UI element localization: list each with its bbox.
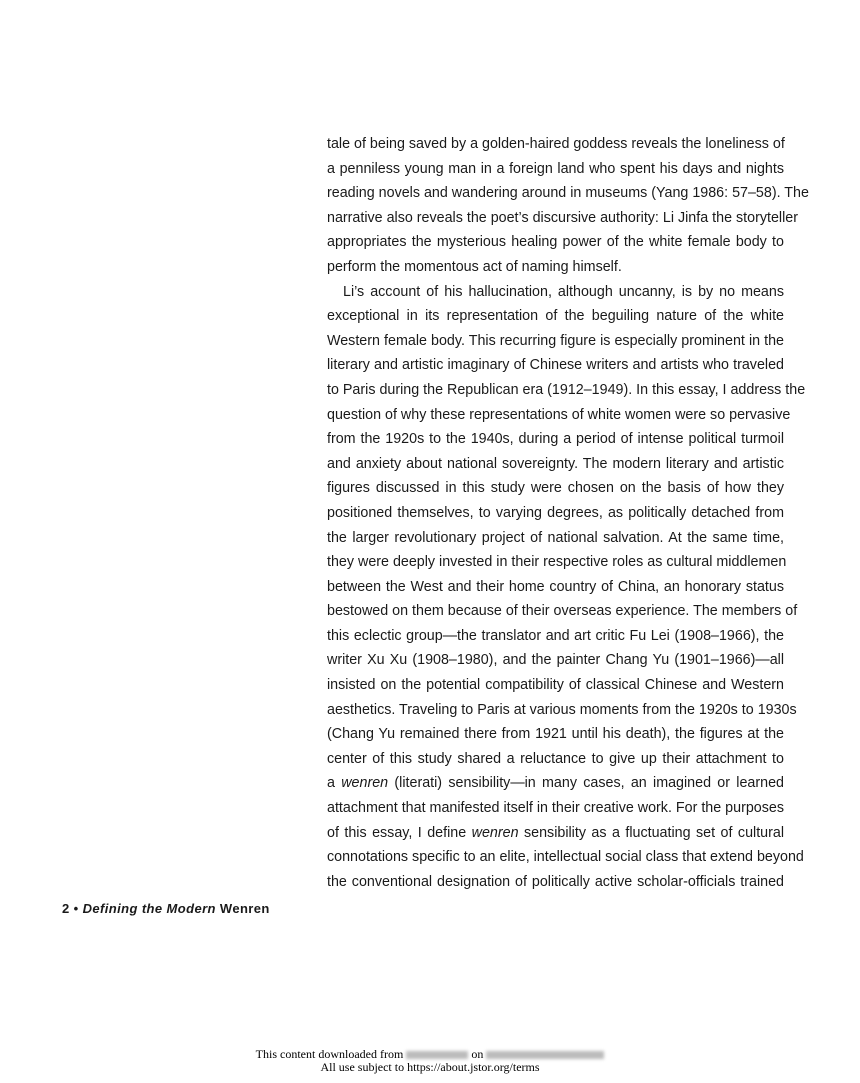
text-line	[327, 476, 784, 501]
text-line	[327, 304, 784, 329]
text-line	[327, 599, 798, 624]
text-line	[327, 181, 809, 206]
text-line	[327, 698, 797, 723]
text-line	[327, 157, 784, 182]
text-segment: and anxiety about national sovereignty. The modern literary and artistic	[327, 455, 784, 472]
text-segment: a	[327, 775, 342, 792]
text-line	[327, 452, 784, 477]
text-line	[327, 771, 784, 796]
text-line	[327, 870, 784, 895]
text-line	[327, 845, 804, 870]
text-segment: figures discussed in this study were chosen on the basis of how they	[327, 480, 784, 497]
text-segment: they were deeply invested in their respective roles as cultural middlemen	[327, 554, 787, 571]
text-line	[327, 673, 784, 698]
text-segment: of this essay, I define	[327, 824, 472, 841]
text-segment: attachment that manifested itself in their creative work. For the purposes	[327, 800, 784, 817]
text-segment: tale of being saved by a golden-haired goddess reveals the loneliness of	[327, 136, 785, 152]
text-line	[327, 230, 784, 255]
text-segment: reading novels and wandering around in museums (Yang 1986: 57–58). The	[327, 185, 809, 202]
text-line	[327, 378, 806, 403]
text-line	[327, 526, 784, 551]
jstor-notice	[0, 1048, 860, 1074]
text-segment: narrative also reveals the poet’s discursive authority: Li Jinfa the storyteller	[327, 209, 798, 226]
text-segment: the conventional designation of politically active scholar-officials trained	[327, 873, 784, 890]
text-line	[327, 821, 784, 846]
italic-term: wenren	[341, 775, 389, 792]
download-on: on	[471, 1047, 484, 1061]
text-line	[327, 747, 784, 772]
text-line	[327, 722, 784, 747]
text-segment: connotations specific to an elite, intellectual social class that extend beyond	[327, 849, 804, 866]
text-line	[327, 796, 784, 821]
text-segment: between the West and their home country of China, an honorary status	[327, 578, 784, 595]
redacted-timestamp	[486, 1051, 604, 1059]
text-segment: from the 1920s to the 1940s, during a period of intense political turmoil	[327, 431, 784, 448]
book-title-roman: Wenren	[219, 901, 270, 916]
text-segment: (literati) sensibility—in many cases, an imagined or learned	[388, 775, 784, 792]
text-line	[327, 427, 784, 452]
text-segment: perform the momentous act of naming himself.	[327, 258, 622, 275]
text-line	[327, 132, 784, 157]
book-title-italic: Defining the Modern	[82, 901, 216, 916]
text-line	[327, 280, 784, 305]
text-line	[327, 206, 798, 231]
body-text	[327, 132, 809, 894]
text-segment: to Paris during the Republican era (1912–1949). In this essay, I address the	[327, 381, 806, 398]
terms-notice: All use subject to https://about.jstor.org/terms	[320, 1060, 540, 1074]
text-segment: the larger revolutionary project of national salvation. At the same time,	[327, 529, 784, 546]
italic-term: wenren	[471, 824, 519, 841]
text-segment: insisted on the potential compatibility of classical Chinese and Western	[327, 677, 784, 694]
text-line	[327, 329, 784, 354]
page-number: 2	[62, 901, 70, 916]
text-segment: aesthetics. Traveling to Paris at various moments from the 1920s to 1930s	[327, 701, 797, 718]
text-segment: question of why these representations of white women were so pervasive	[327, 406, 791, 423]
text-segment: Li’s account of his hallucination, although uncanny, is by no means	[343, 283, 784, 300]
text-segment: a penniless young man in a foreign land who spent his days and nights	[327, 160, 784, 177]
text-segment: positioned themselves, to varying degrees, as politically detached from	[327, 504, 784, 521]
text-line	[327, 501, 784, 526]
text-line	[327, 403, 791, 428]
text-line	[327, 550, 787, 575]
text-segment: exceptional in its representation of the beguiling nature of the white	[327, 308, 784, 325]
text-segment: writer Xu Xu (1908–1980), and the painter Chang Yu (1901–1966)—all	[327, 652, 784, 669]
text-segment: literary and artistic imaginary of Chinese writers and artists who traveled	[327, 357, 784, 374]
text-segment: bestowed on them because of their overseas experience. The members of	[327, 603, 798, 620]
text-line	[327, 255, 784, 280]
text-segment: appropriates the mysterious healing power of the white female body to	[327, 234, 784, 251]
text-segment: center of this study shared a reluctance to give up their attachment to	[327, 750, 784, 767]
text-line	[327, 624, 784, 649]
text-segment: Western female body. This recurring figure is especially prominent in the	[327, 332, 784, 349]
text-line	[327, 353, 784, 378]
text-line	[327, 648, 784, 673]
separator-bullet: •	[73, 901, 79, 916]
text-line	[327, 575, 784, 600]
download-notice: This content downloaded from	[255, 1047, 404, 1061]
text-segment: sensibility as a fluctuating set of cultural	[518, 824, 785, 841]
text-segment: (Chang Yu remained there from 1921 until his death), the figures at the	[327, 726, 784, 743]
redacted-ip	[406, 1051, 468, 1059]
text-segment: this eclectic group—the translator and art critic Fu Lei (1908–1966), the	[327, 627, 784, 644]
running-footer	[62, 901, 270, 916]
